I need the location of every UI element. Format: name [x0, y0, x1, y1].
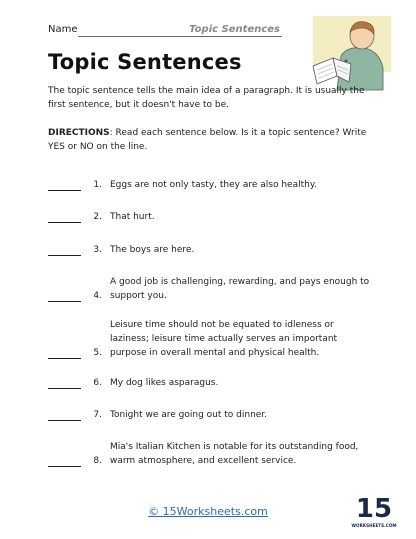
question-item	[48, 210, 378, 224]
question-number: 1.	[93, 180, 102, 190]
logo-text: WORKSHEETS.COM	[351, 523, 397, 528]
answer-line[interactable]	[48, 255, 81, 256]
worksheet-header	[48, 24, 280, 38]
reading-boy-illustration	[307, 16, 391, 90]
question-text: That hurt.	[110, 212, 155, 222]
question-number: 5.	[93, 348, 102, 358]
directions-paragraph	[48, 126, 378, 154]
question-text: Eggs are not only tasty, they are also healthy.	[110, 180, 317, 190]
answer-line[interactable]	[48, 222, 81, 223]
question-number: 4.	[93, 291, 102, 301]
question-text: The boys are here.	[110, 245, 195, 255]
answer-line[interactable]	[48, 358, 81, 359]
question-number: 7.	[93, 410, 102, 420]
question-number: 8.	[93, 456, 102, 466]
logo-number: 15	[355, 494, 393, 524]
question-item	[48, 376, 378, 390]
directions-text: : Read each sentence below. Is it a topic sentence? Write YES or NO on the line.	[48, 128, 367, 152]
question-text: Tonight we are going out to dinner.	[110, 410, 268, 420]
footer-copyright-link[interactable]: © 15Worksheets.com	[148, 505, 268, 518]
question-number: 3.	[93, 245, 102, 255]
name-label: Name	[48, 24, 78, 35]
worksheet-title: Topic Sentences	[48, 50, 242, 74]
worksheets-logo	[351, 490, 397, 530]
question-text: Leisure time should not be equated to idleness or laziness; leisure time actually serves an important purpose in overall mental and physical health.	[110, 320, 338, 358]
question-number: 2.	[93, 212, 102, 222]
question-item	[48, 178, 378, 192]
answer-line[interactable]	[48, 466, 81, 467]
question-item	[48, 243, 378, 257]
name-line[interactable]	[78, 36, 282, 37]
question-number: 6.	[93, 378, 102, 388]
answer-line[interactable]	[48, 388, 81, 389]
answer-line[interactable]	[48, 420, 81, 421]
answer-line[interactable]	[48, 301, 81, 302]
answer-line[interactable]	[48, 190, 81, 191]
question-text: A good job is challenging, rewarding, and pays enough to support you.	[110, 277, 370, 301]
question-text: My dog likes asparagus.	[110, 378, 219, 388]
question-item	[48, 440, 378, 468]
directions-label: DIRECTIONS	[48, 128, 110, 138]
question-item	[48, 275, 378, 303]
header-sheet-title: Topic Sentences	[189, 24, 280, 35]
question-item	[48, 408, 378, 422]
intro-paragraph: The topic sentence tells the main idea of a paragraph. It is usually the first sentence, but it doesn't have to be.	[48, 86, 365, 110]
question-item	[48, 318, 378, 360]
question-text: Mia's Italian Kitchen is notable for its outstanding food, warm atmosphere, and excellent service.	[110, 442, 359, 466]
